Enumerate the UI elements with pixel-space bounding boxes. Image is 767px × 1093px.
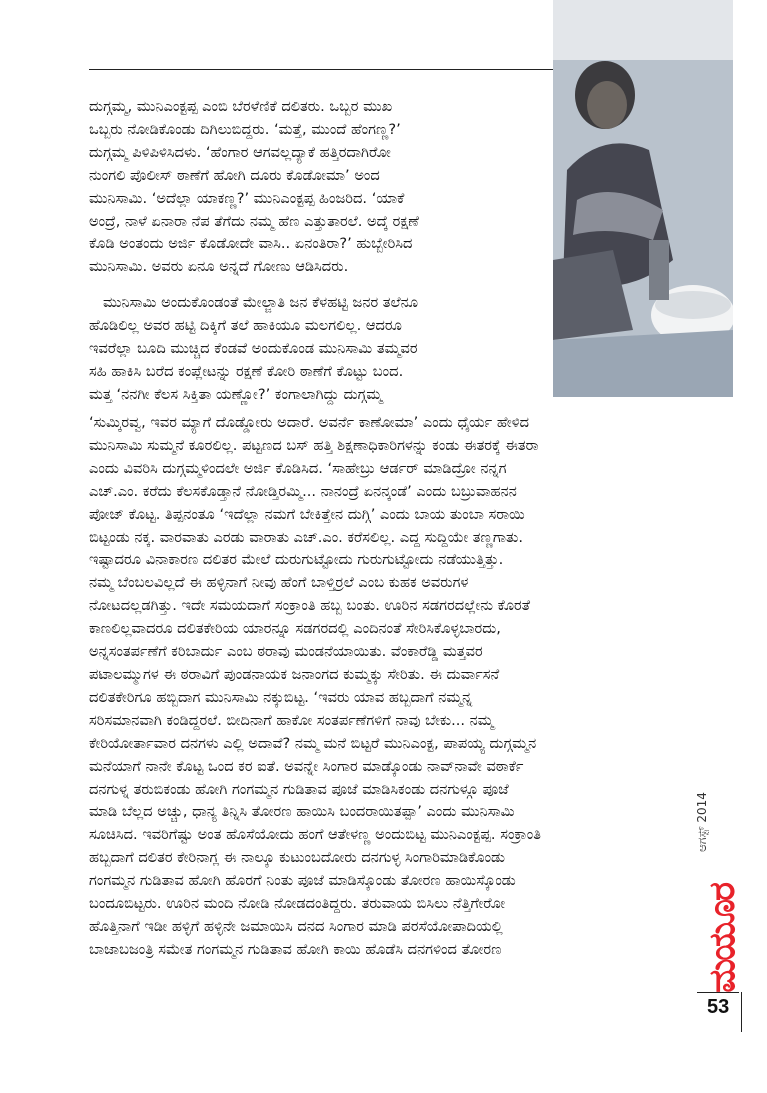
text-line: ಸಹಿ ಹಾಕಿಸಿ ಬರೆದ ಕಂಪ್ಲೇಟನ್ನು ರಕ್ಷಣೆ ಕೋರಿ ಠಾಣೆಗೆ ಕೊಟ್ಟು ಬಂದ. bbox=[89, 362, 404, 380]
issue-date: ಆಗಸ್ಟ್ 2014 bbox=[695, 792, 709, 852]
text-line: ಮನೆಯಾಗೆ ನಾನೇ ಕೊಟ್ಟ ಒಂದ ಕರ ಐತೆ. ಅವನ್ನೇ ಸಿಂಗಾರ ಮಾಡ್ಕೊಂಡು ನಾವ್‌ನಾವೇ ವಠಾರ್ಕೆ bbox=[89, 757, 524, 775]
page-number-rule bbox=[697, 992, 739, 993]
magazine-sidebar bbox=[697, 768, 743, 1008]
paragraph-3 bbox=[89, 412, 679, 962]
text-line: ಅಂದ್ರೆ, ನಾಳೆ ಏನಾರಾ ನೆಪ ತೆಗೆದು ನಮ್ಮ ಹೆಣ ಎತ್ತುತಾರಲೆ. ಅದ್ಕೆ ರಕ್ಷಣೆ bbox=[89, 212, 419, 230]
text-line: ದುಗ್ಗಮ್ಮ ಪಿಳಿಪಿಳಿಸಿದಳು. ‘ಹೆಂಗಾರ ಆಗವಲ್ಲದ್ಯಾಕೆ ಹತ್ತಿರದಾಗಿರೋ bbox=[89, 143, 391, 161]
page-number: 53 bbox=[707, 996, 730, 1018]
paragraph-2 bbox=[89, 292, 544, 407]
page-number-side-rule bbox=[741, 992, 742, 1032]
text-line: ದನಗುಳ್ನ ತರುಬಿಕಂಡು ಹೋಗಿ ಗಂಗಮ್ಮನ ಗುಡಿತಾವ ಪೂಜೆ ಮಾಡಿಸಿಕಂಡು ದನಗುಳ್ಗೂ ಪೂಜೆ bbox=[89, 780, 509, 798]
text-line: ಮಾಡಿ ಬೆಲ್ಲದ ಅಚ್ಚು, ಧಾನ್ಯ ತಿನ್ನಿಸಿ ತೋರಣ ಹಾಯಿಸಿ ಬಂದರಾಯಿತಪ್ಪಾ’ ಎಂದು ಮುನಿಸಾಮಿ bbox=[89, 803, 515, 821]
text-line: ಹಬ್ಬದಾಗೆ ದಲಿತರ ಕೇರಿನಾಗ್ಲ ಈ ನಾಲ್ಕೂ ಕುಟುಂಬದೋರು ದನಗುಳ್ಳ ಸಿಂಗಾರಿಮಾಡಿಕೊಂಡು bbox=[89, 849, 505, 867]
text-line: ಮುನಿಸಾಮಿ. ‘ಅದೆಲ್ಲಾ ಯಾಕಣ್ಣ?’ ಮುನಿಎಂಕ್ಟಪ್ಪ ಹಿಂಜರಿದ. ‘ಯಾಕೆ bbox=[89, 189, 405, 207]
text-line: ಪೋಜ್ ಕೊಟ್ಟ. ತಿಪ್ಪನಂತೂ ‘ಇದೆಲ್ಲಾ ನಮಗೆ ಬೇಕಿತ್ತೇನ ದುಗ್ಗಿ’ ಎಂದು ಬಾಯ ತುಂಬಾ ಸರಾಯಿ bbox=[89, 505, 525, 523]
text-line: ಇಷ್ಟಾದರೂ ವಿನಾಕಾರಣ ದಲಿತರ ಮೇಲೆ ದುರುಗುಟ್ಟೋದು ಗುರುಗುಟ್ಟೋದು ನಡೆಯುತ್ತಿತ್ತು. bbox=[89, 551, 504, 569]
text-line: ಮುನಿಸಾಮಿ ಅಂದುಕೊಂಡಂತೆ ಮೇಲ್ಜಾತಿ ಜನ ಕೆಳಹಟ್ಟಿ ಜನರ ತಲೆನೂ bbox=[103, 294, 419, 311]
text-line: ಕಾಣಲಿಲ್ಲವಾದರೂ ದಲಿತಕೇರಿಯ ಯಾರನ್ನೂ ಸಡಗರದಲ್ಲಿ ಎಂದಿನಂತೆ ಸೇರಿಸಿಕೊಳ್ಳಬಾರದು, bbox=[89, 620, 501, 638]
text-line: ಮತ್ತ ‘ನನಗೀ ಕೆಲಸ ಸಿಕ್ತಿತಾ ಯಣ್ಣೋ?’ ಕಂಗಾಲಾಗಿದ್ದು ದುಗ್ಗಮ್ಮ bbox=[89, 385, 383, 403]
text-line: ಸೂಚಿಸಿದ. ಇವರಿಗೆಷ್ಟು ಅಂತ ಹೊಸೆಯೋದು ಹಂಗೆ ಆತೇಳಣ್ಣ ಅಂದುಬಿಟ್ಟ ಮುನಿಎಂಕ್ಟಪ್ಪ. ಸಂಕ್ರಾಂತಿ bbox=[89, 826, 541, 844]
top-rule bbox=[89, 69, 554, 70]
text-line: ಒಬ್ಬರು ನೋಡಿಕೊಂಡು ದಿಗಿಲುಬಿದ್ದರು. ‘ಮತ್ತೆ, ಮುಂದೆ ಹೆಂಗಣ್ಣ?’ bbox=[89, 120, 401, 138]
text-line: ಬಿಟ್ಟಂಡು ನಕ್ಕ. ವಾರವಾತು ಎರಡು ವಾರಾತು ಎಚ್.ಎಂ. ಕರೆಸಲಿಲ್ಲ. ಎದ್ದ ಸುದ್ದಿಯೇ ತಣ್ಣಗಾತು. bbox=[89, 528, 523, 546]
text-line: ‘ಸುಮ್ಕಿರವ್ವ, ಇವರ ಮ್ಯಾಗೆ ದೊಡ್ಡೋರು ಅದಾರೆ. ಅವರ್ನೆ ಕಾಣೋಮಾ’ ಎಂದು ಧೈರ್ಯ ಹೇಳಿದ bbox=[89, 414, 530, 431]
text-line: ಹೊಡಿಲಿಲ್ಲ ಅವರ ಹಟ್ಟಿ ದಿಕ್ಕಿಗೆ ತಲೆ ಹಾಕಿಯೂ ಮಲಗಲಿಲ್ಲ. ಆದರೂ bbox=[89, 316, 402, 334]
text-line: ಎಂದು ವಿವರಿಸಿ ದುಗ್ಗಮ್ಮಳಿಂದಲೇ ಅರ್ಜಿ ಕೊಡಿಸಿದ. ‘ಸಾಹೇಬ್ರು ಆರ್ಡರ್ ಮಾಡಿದ್ರೋ ನನ್ನಗ bbox=[89, 459, 507, 477]
text-line: ನುಂಗಲಿ ಪೊಲೀಸ್ ಠಾಣೆಗೆ ಹೋಗಿ ದೂರು ಕೊಡೋಮಾ’ ಅಂದ bbox=[89, 166, 380, 184]
text-line: ಮುನಿಸಾಮಿ. ಅವರು ಏನೂ ಅನ್ನದೆ ಗೋಣು ಆಡಿಸಿದರು. bbox=[89, 258, 349, 276]
magazine-logo: ಮಯೂರ bbox=[702, 884, 743, 993]
text-line: ದುಗ್ಗಮ್ಮ, ಮುನಿಎಂಕ್ಟಪ್ಪ ಎಂಬಿ ಬೆರಳೆಣಿಕೆ ದಲಿತರು. ಒಬ್ಬರ ಮುಖ bbox=[89, 98, 393, 115]
text-line: ಹೊತ್ತಿನಾಗೆ ಇಡೀ ಹಳ್ಳಿಗೆ ಹಳ್ಳಿನೇ ಜಮಾಯಿಸಿ ದನದ ಸಿಂಗಾರ ಮಾಡಿ ಪರಸೆಯೋಪಾದಿಯಲ್ಲಿ bbox=[89, 917, 503, 935]
text-line: ಮುನಿಸಾಮಿ ಸುಮ್ಮನೆ ಕೂರಲಿಲ್ಲ. ಪಟ್ಟಣದ ಬಸ್ ಹತ್ತಿ ಶಿಕ್ಷಣಾಧಿಕಾರಿಗಳನ್ನು ಕಂಡು ಈತರಕ್ಕೆ ಈತರಾ bbox=[89, 436, 539, 454]
text-line: ನೋಟದಲ್ಲಡಗಿತ್ತು. ಇದೇ ಸಮಯದಾಗೆ ಸಂಕ್ರಾಂತಿ ಹಬ್ಬ ಬಂತು. ಊರಿನ ಸಡಗರದಲ್ಲೇನು ಕೊರತೆ bbox=[89, 597, 531, 615]
text-line: ಎಚ್.ಎಂ. ಕರೆದು ಕೆಲಸಕೊಡ್ತಾನೆ ನೋಡ್ತಿರಮ್ಮಿ... ನಾನಂದ್ರೆ ಏನನ್ಕಂಡೆ’ ಎಂದು ಬಬ್ರುವಾಹನನ bbox=[89, 482, 517, 500]
text-line: ಬಂದೂಬಿಟ್ಟರು. ಊರಿನ ಮಂದಿ ನೋಡಿ ನೋಡದಂತಿದ್ದರು. ತರುವಾಯ ಬಿಸಿಲು ನೆತ್ತಿಗೇರೋ bbox=[89, 895, 506, 913]
text-line: ಇವರೆಲ್ಲಾ ಬೂದಿ ಮುಚ್ಚಿದ ಕೆಂಡವೆ ಅಂದುಕೊಂಡ ಮುನಿಸಾಮಿ ತಮ್ಮವರ bbox=[89, 339, 418, 357]
text-line: ಅನ್ನಸಂತರ್ಪಣೆಗೆ ಕರಿಬಾರ್ದು ಎಂಬ ಠರಾವು ಮಂಡನೆಯಾಯಿತು. ವೆಂಕಾರೆಡ್ಡಿ ಮತ್ತವರ bbox=[89, 643, 483, 661]
text-line: ದಲಿತಕೇರಿಗೂ ಹಬ್ಬಿದಾಗ ಮುನಿಸಾಮಿ ನಕ್ಕುಬಿಟ್ಟ. ‘ಇವರು ಯಾವ ಹಬ್ಬದಾಗೆ ನಮ್ಮನ್ನ bbox=[89, 688, 473, 706]
text-line: ಪಟಾಲಮ್ಮುಗಳ ಈ ಠರಾವಿಗೆ ಪುಂಡನಾಯಕ ಜನಾಂಗದ ಕುಮ್ಮಕ್ಕು ಸೇರಿತು. ಈ ದುರ್ವಾಸನೆ bbox=[89, 665, 500, 683]
text-line: ಗಂಗಮ್ಮನ ಗುಡಿತಾವ ಹೋಗಿ ಹೊರಗೆ ನಿಂತು ಪೂಜೆ ಮಾಡಿಸ್ಕೊಂಡು ತೋರಣ ಹಾಯಿಸ್ಕೊಂಡು bbox=[89, 872, 516, 890]
text-line: ಬಾಜಾಬಜಂತ್ರಿ ಸಮೇತ ಗಂಗಮ್ಮನ ಗುಡಿತಾವ ಹೋಗಿ ಕಾಯಿ ಹೊಡೆಸಿ ದನಗಳಿಂದ ತೋರಣ bbox=[89, 940, 502, 958]
paragraph-1 bbox=[89, 96, 544, 279]
text-line: ಕೇರಿಯೋರ್ತಾವಾರ ದನಗಳು ಎಲ್ಲಿ ಅದಾವೆ? ನಮ್ಮ ಮನೆ ಬಿಟ್ಟರೆ ಮುನಿಎಂಕ್ಟ, ಪಾಪಯ್ಯ ದುಗ್ಗಮ್ಮನ bbox=[89, 734, 537, 752]
text-line: ನಮ್ಮ ಬೆಂಬಲವಿಲ್ಲದೆ ಈ ಹಳ್ಳಿನಾಗೆ ನೀವು ಹೆಂಗೆ ಬಾಳ್ತಿರ್ರಲೆ ಎಂಬ ಕುಹಕ ಅವರುಗಳ bbox=[89, 574, 469, 592]
text-line: ಸರಿಸಮಾನವಾಗಿ ಕಂಡಿದ್ದರಲೆ. ಬೀದಿನಾಗೆ ಹಾಕೋ ಸಂತರ್ಪಣೆಗಳಿಗೆ ನಾವು ಬೇಕು... ನಮ್ಮ bbox=[89, 711, 494, 729]
text-line: ಕೊಡಿ ಅಂತಂದು ಅರ್ಜಿ ಕೊಡೋದೇ ವಾಸಿ.. ಏನಂತಿರಾ?’ ಹುಬ್ಬೇರಿಸಿದ bbox=[89, 235, 413, 253]
woman-cooking-illustration bbox=[553, 0, 733, 397]
article-photo bbox=[553, 0, 733, 397]
